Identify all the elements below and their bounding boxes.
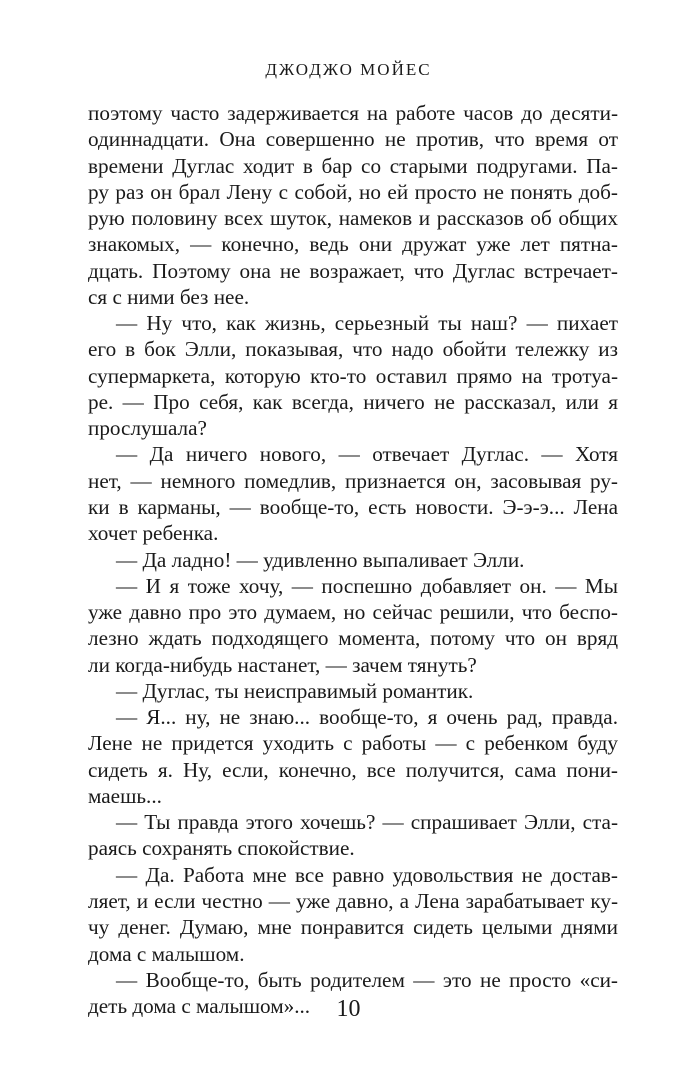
- text-line: лезно ждать подходящего момента, потому что он вряд: [88, 626, 618, 651]
- text-line: знакомых, — конечно, ведь они дружат уже лет пятна-: [88, 232, 618, 257]
- text-line: ре. — Про себя, как всегда, ничего не рассказал, или я: [88, 389, 618, 414]
- text-line: Лене не придется уходить с работы — с ребенком буду: [88, 731, 618, 756]
- text-line: рую половину всех шуток, намеков и рассказов об общих: [88, 206, 618, 231]
- text-line: деть дома с малышом»...: [88, 994, 311, 1019]
- text-line: уже давно про это думаем, но сейчас решили, что беспо-: [88, 600, 618, 625]
- text-line: — Да ладно! — удивленно выпаливает Элли.: [116, 547, 525, 572]
- text-line: ся с ними без нее.: [88, 284, 250, 309]
- text-line: — Ты правда этого хочешь? — спрашивает Элли, ста-: [116, 810, 618, 835]
- page-number: 10: [336, 996, 361, 1022]
- text-line: дома с малышом.: [88, 941, 245, 966]
- text-line: ляет, и если честно — уже давно, а Лена зарабатывает ку-: [88, 888, 618, 913]
- text-line: — И я тоже хочу, — поспешно добавляет он. — Мы: [116, 573, 618, 598]
- text-line: — Вообще-то, быть родителем — это не просто «си-: [116, 967, 618, 992]
- text-line: нет, — немного помедлив, признается он, засовывая ру-: [88, 468, 618, 493]
- text-line: — Да ничего нового, — отвечает Дуглас. — Хотя: [116, 442, 618, 467]
- text-line: хочет ребенка.: [88, 521, 219, 546]
- text-line: поэтому часто задерживается на работе часов до десяти-: [88, 101, 618, 125]
- text-line: супермаркета, которую кто-то оставил прямо на тротуа-: [88, 363, 618, 388]
- text-line: чу денег. Думаю, мне понравится сидеть целыми днями: [88, 915, 618, 940]
- text-line: ру раз он брал Лену с собой, но ей просто не понять доб-: [88, 179, 618, 204]
- text-line: времени Дуглас ходит в бар со старыми подругами. Па-: [88, 153, 618, 178]
- text-line: прослушала?: [88, 416, 207, 441]
- text-line: — Дуглас, ты неисправимый романтик.: [116, 678, 474, 703]
- text-line: сидеть я. Ну, если, конечно, все получится, сама пони-: [88, 757, 618, 782]
- text-line: маешь...: [88, 783, 162, 808]
- running-header-author: ДЖОДЖО МОЙЕС: [265, 60, 432, 79]
- text-line: — Я... ну, не знаю... вообще-то, я очень рад, правда.: [116, 705, 618, 730]
- body-text: [88, 100, 618, 1019]
- text-line: его в бок Элли, показывая, что надо обойти тележку из: [88, 337, 618, 362]
- text-line: — Ну что, как жизнь, серьезный ты наш? — пихает: [116, 311, 618, 336]
- text-line: ли когда-нибудь настанет, — зачем тянуть?: [88, 652, 477, 677]
- text-line: одиннадцати. Она совершенно не против, что время от: [88, 127, 618, 152]
- text-line: дцать. Поэтому она не возражает, что Дуглас встречает-: [88, 258, 618, 283]
- text-line: раясь сохранять спокойствие.: [88, 836, 355, 861]
- text-line: — Да. Работа мне все равно удовольствия не достав-: [116, 862, 618, 887]
- text-line: ки в карманы, — вообще-то, есть новости. Э-э-э... Лена: [88, 494, 618, 519]
